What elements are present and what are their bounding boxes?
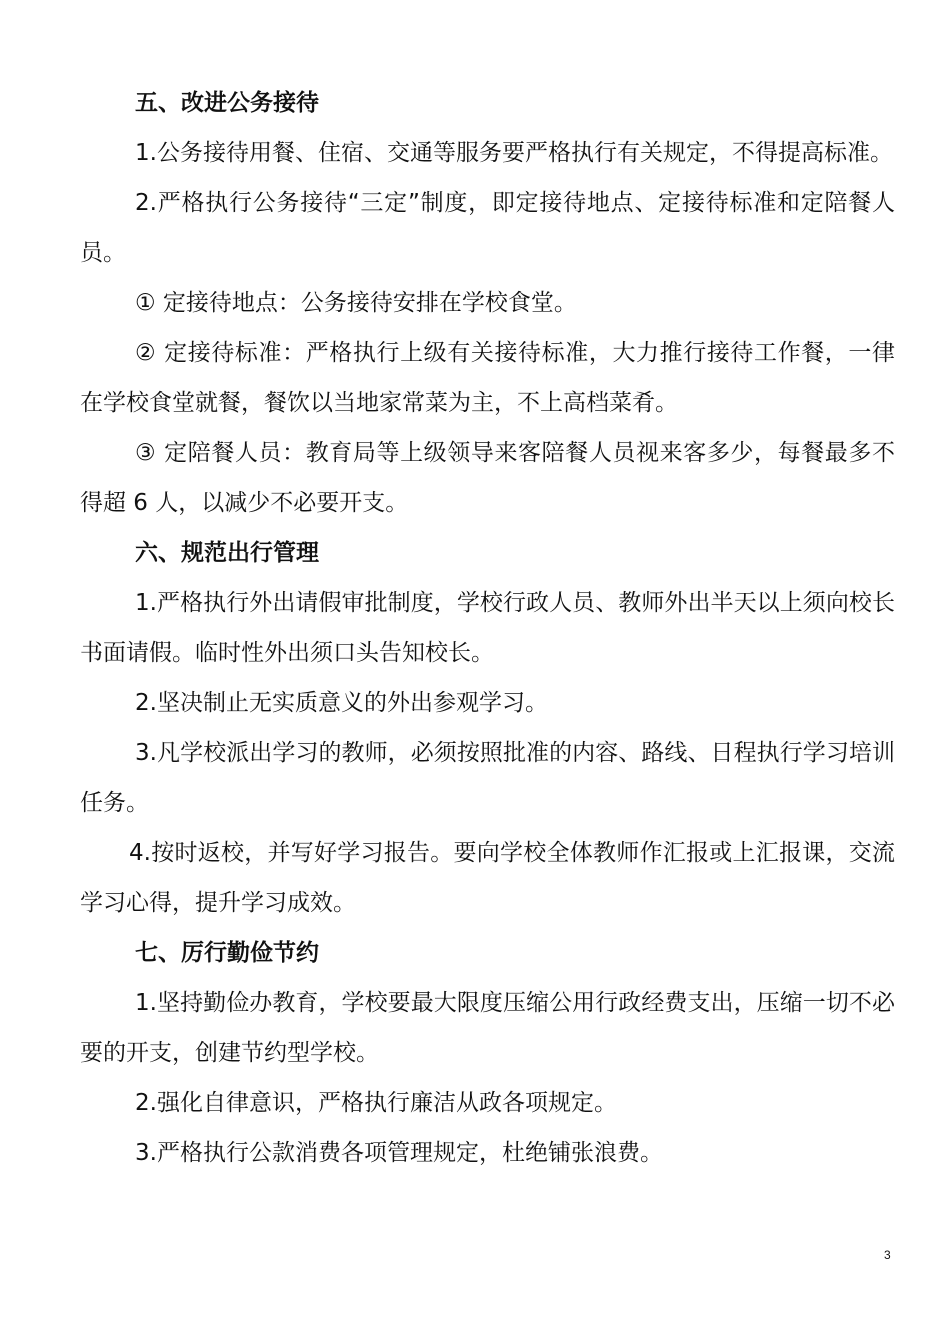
paragraph: 1.严格执行外出请假审批制度，学校行政人员、教师外出半天以上须向校长书面请假。临时性外出须口头告知校长。 [80,590,895,666]
paragraph: 2.强化自律意识，严格执行廉洁从政各项规定。 [135,1090,617,1116]
paragraph: 1.公务接待用餐、住宿、交通等服务要严格执行有关规定，不得提高标准。 [135,140,893,166]
paragraph: ② 定接待标准：严格执行上级有关接待标准，大力推行接待工作餐，一律在学校食堂就餐，餐饮以当地家常菜为主，不上高档菜肴。 [80,340,895,416]
paragraph: 1.坚持勤俭办教育，学校要最大限度压缩公用行政经费支出，压缩一切不必要的开支，创建节约型学校。 [80,990,895,1066]
page-number: 3 [884,1248,891,1262]
section-heading-7: 七、厉行勤俭节约 [135,940,319,966]
paragraph: 2.坚决制止无实质意义的外出参观学习。 [135,690,548,716]
paragraph: 3.严格执行公款消费各项管理规定，杜绝铺张浪费。 [135,1140,663,1166]
document-body [80,78,895,1178]
section-heading-6: 六、规范出行管理 [135,540,319,566]
section-heading-5: 五、改进公务接待 [135,90,319,116]
paragraph: ③ 定陪餐人员：教育局等上级领导来客陪餐人员视来客多少，每餐最多不得超 6 人，以减少不必要开支。 [80,440,895,516]
paragraph: ① 定接待地点：公务接待安排在学校食堂。 [135,290,577,316]
paragraph: 4.按时返校，并写好学习报告。要向学校全体教师作汇报或上汇报课，交流学习心得，提升学习成效。 [80,840,895,916]
paragraph: 3.凡学校派出学习的教师，必须按照批准的内容、路线、日程执行学习培训任务。 [80,740,895,816]
paragraph: 2.严格执行公务接待“三定”制度，即定接待地点、定接待标准和定陪餐人员。 [80,190,895,266]
